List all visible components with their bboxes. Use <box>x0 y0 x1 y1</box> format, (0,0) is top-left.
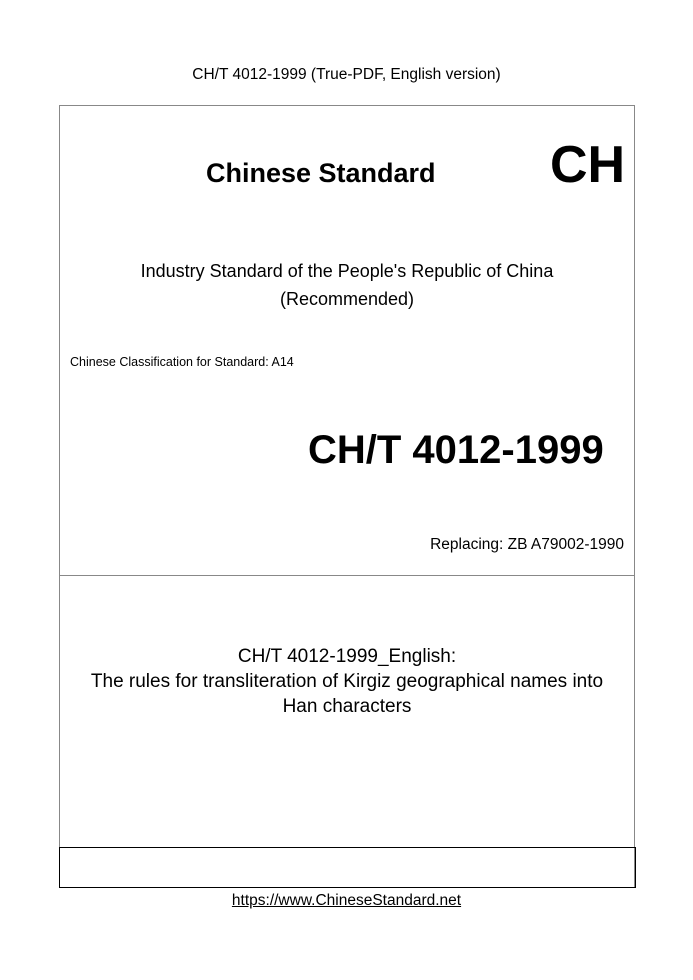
classification-label: Chinese Classification for Standard: A14 <box>70 355 294 369</box>
industry-line-2: (Recommended) <box>279 289 415 309</box>
document-title-line-2: The rules for transliteration of Kirgiz geographical names into <box>90 671 604 692</box>
industry-statement <box>60 257 634 313</box>
standard-number: CH/T 4012-1999 <box>308 428 604 472</box>
website-link[interactable]: https://www.ChineseStandard.net <box>231 892 462 909</box>
bottom-box <box>59 847 636 888</box>
replacing-note: Replacing: ZB A79002-1990 <box>430 536 624 553</box>
document-title <box>60 644 634 719</box>
header-caption: CH/T 4012-1999 (True-PDF, English version) <box>192 66 501 83</box>
document-title-line-1: CH/T 4012-1999_English: <box>237 646 457 667</box>
footer-link-container <box>0 892 693 910</box>
series-title: Chinese Standard <box>206 158 436 188</box>
cover-frame <box>59 105 635 888</box>
document-title-line-3: Han characters <box>282 696 412 717</box>
industry-line-1: Industry Standard of the People's Republic of China <box>140 261 554 281</box>
section-divider <box>60 575 634 576</box>
series-code: CH <box>550 136 626 194</box>
